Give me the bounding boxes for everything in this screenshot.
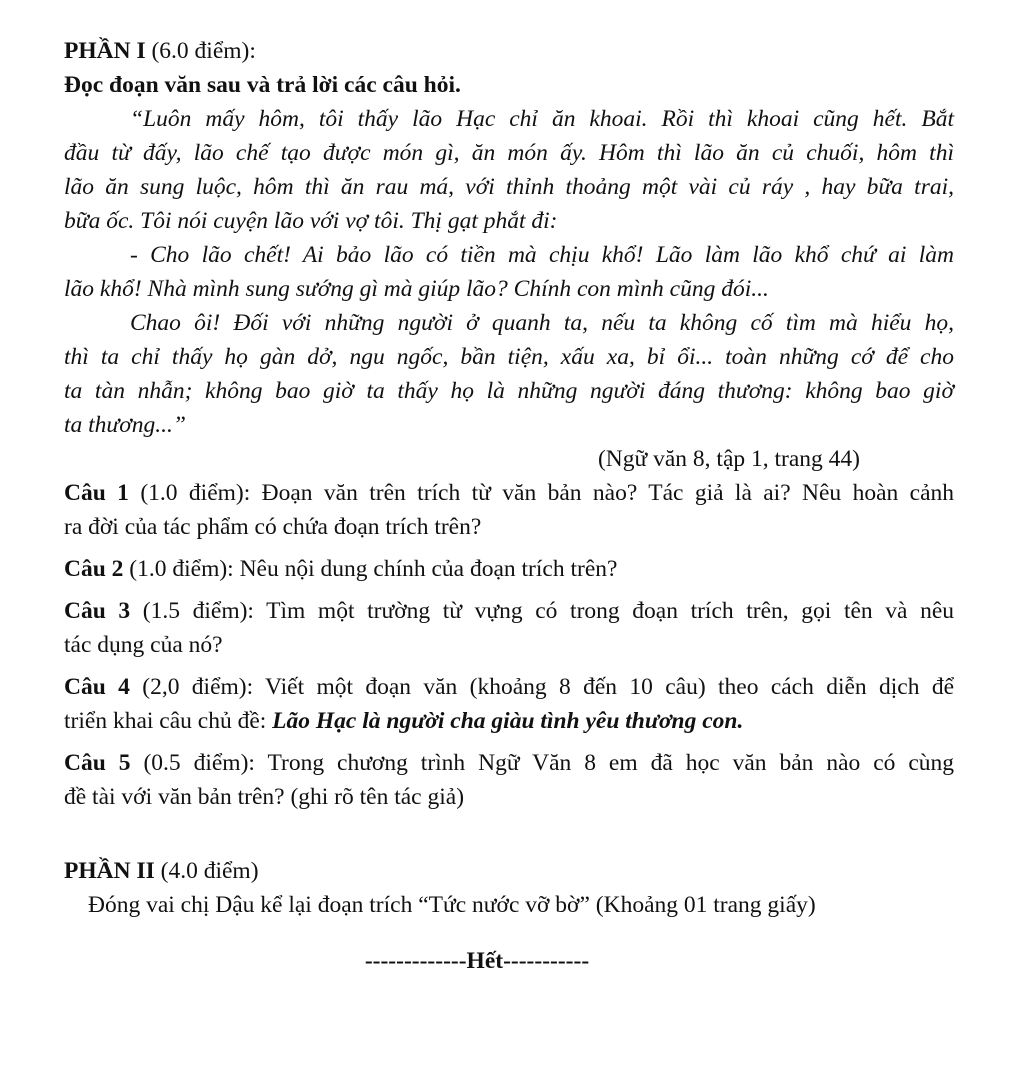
passage-line: ta thương...” (64, 412, 186, 438)
question-5 (64, 746, 954, 814)
question-line: ra đời của tác phẩm có chứa đoạn trích trên? (64, 514, 482, 540)
question-4 (64, 670, 954, 738)
question-line (64, 552, 954, 586)
question-line (64, 594, 954, 628)
end-marker: -------------Hết----------- (364, 948, 590, 974)
question-text: (1.0 điểm): Nêu nội dung chính của đoạn trích trên? (123, 556, 618, 582)
question-label: Câu 2 (64, 556, 124, 582)
question-label: Câu 3 (64, 598, 131, 624)
passage-line: đầu từ đấy, lão chế tạo được món gì, ăn món ấy. Hôm thì lão ăn củ chuối, hôm thì (64, 140, 954, 166)
passage-line: - Cho lão chết! Ai bảo lão có tiền mà chịu khổ! Lão làm lão khổ chứ ai làm (130, 242, 954, 268)
question-text: (2,0 điểm): Viết một đoạn văn (khoảng 8 đến 10 câu) theo cách diễn dịch để (129, 674, 954, 700)
part1-heading-line (64, 34, 954, 68)
passage-line: bữa ốc. Tôi nói cuyện lão với vợ tôi. Thị gạt phắt đi: (64, 208, 558, 234)
passage-line: lão khổ! Nhà mình sung sướng gì mà giúp lão? Chính con mình cũng đói... (64, 276, 769, 302)
part2-heading: PHẦN II (64, 858, 155, 884)
part1-heading: PHẦN I (64, 38, 146, 64)
question-label: Câu 5 (64, 750, 131, 776)
exam-page (64, 34, 954, 978)
question-label: Câu 1 (64, 480, 129, 506)
question-text: (1.0 điểm): Đoạn văn trên trích từ văn bản nào? Tác giả là ai? Nêu hoàn cảnh (128, 480, 954, 506)
part2-points: (4.0 điểm) (154, 858, 259, 884)
question-line: tác dụng của nó? (64, 632, 223, 658)
question-line (64, 670, 954, 704)
topic-sentence: Lão Hạc là người cha giàu tình yêu thương con. (272, 708, 744, 734)
question-2 (64, 552, 954, 586)
passage-source: (Ngữ văn 8, tập 1, trang 44) (597, 446, 860, 472)
question-line (64, 704, 954, 738)
passage-line: “Luôn mấy hôm, tôi thấy lão Hạc chỉ ăn khoai. Rồi thì khoai cũng hết. Bắt (130, 106, 954, 132)
part2-heading-line (64, 854, 954, 888)
question-3 (64, 594, 954, 662)
part1-instruction: Đọc đoạn văn sau và trả lời các câu hỏi. (64, 72, 461, 98)
question-line: đề tài với văn bản trên? (ghi rõ tên tác giả) (64, 784, 465, 810)
question-line (64, 476, 954, 510)
question-line (64, 746, 954, 780)
part2-task: Đóng vai chị Dậu kể lại đoạn trích “Tức nước vỡ bờ” (Khoảng 01 trang giấy) (88, 892, 816, 918)
part1-points: (6.0 điểm): (145, 38, 256, 64)
question-1 (64, 476, 954, 544)
question-label: Câu 4 (64, 674, 130, 700)
passage-line: thì ta chỉ thấy họ gàn dở, ngu ngốc, bần tiện, xấu xa, bỉ ổi... toàn những cớ để cho (64, 344, 954, 370)
passage-line: Chao ôi! Đối với những người ở quanh ta, nếu ta không cố tìm mà hiểu họ, (130, 310, 954, 336)
passage (64, 102, 954, 442)
question-text: triển khai câu chủ đề: (64, 708, 273, 734)
question-text: (1.5 điểm): Tìm một trường từ vựng có trong đoạn trích trên, gọi tên và nêu (130, 598, 954, 624)
question-text: (0.5 điểm): Trong chương trình Ngữ Văn 8 em đã học văn bản nào có cùng (130, 750, 955, 776)
passage-line: ta tàn nhẫn; không bao giờ ta thấy họ là những người đáng thương: không bao giờ (64, 378, 954, 404)
passage-line: lão ăn sung luộc, hôm thì ăn rau má, với thỉnh thoảng một vài củ ráy , hay bữa trai, (64, 174, 954, 200)
